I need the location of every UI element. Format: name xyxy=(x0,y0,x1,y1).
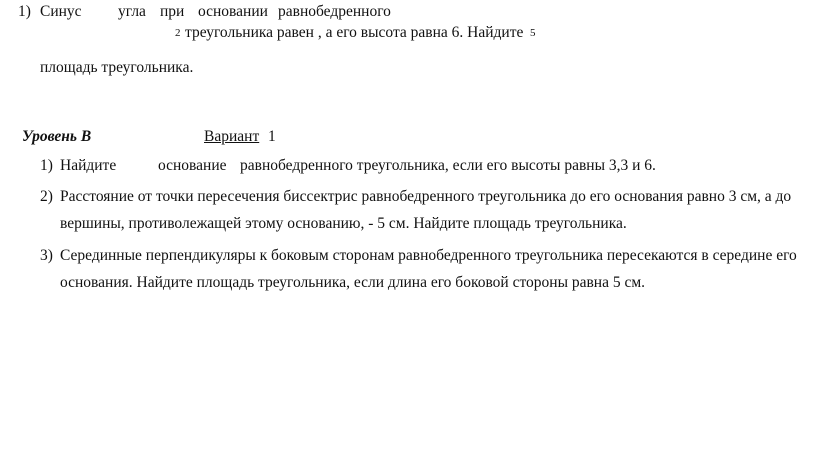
problem-top-word-3: при xyxy=(160,3,185,20)
problem-1-word-1: Найдите xyxy=(60,157,117,174)
problem-1-text: равнобедренного треугольника, если его высоты равны 3,3 и 6. xyxy=(240,157,656,174)
variant-label: Вариант xyxy=(204,128,260,145)
problem-top-word-5: равнобедренного xyxy=(278,3,391,20)
problem-2-line-1: Расстояние от точки пересечения биссектрис равнобедренного треугольника до его основания равно 3 см, а до xyxy=(60,188,792,205)
variant-number: 1 xyxy=(268,128,276,145)
problem-top-line-3: площадь треугольника. xyxy=(40,59,194,76)
problem-top-word-1: Синус xyxy=(40,3,82,20)
level-title: Уровень В xyxy=(22,128,92,145)
problem-2-number: 2) xyxy=(40,188,53,205)
problem-3-number: 3) xyxy=(40,247,53,264)
problem-3-line-1: Серединные перпендикуляры к боковым сторонам равнобедренного треугольника пересекаются в середине его xyxy=(60,247,797,264)
problem-2-line-2: вершины, противолежащей этому основанию, - 5 см. Найдите площадь треугольника. xyxy=(60,215,627,232)
problem-top-number: 1) xyxy=(18,3,31,20)
problem-top-word-4: основании xyxy=(198,3,268,20)
problem-top-line-2-end: 5 xyxy=(530,27,536,39)
problem-top-line-2: треугольника равен , а его высота равна 6. Найдите xyxy=(185,24,524,41)
problem-3-line-2: основания. Найдите площадь треугольника, если длина его боковой стороны равна 5 см. xyxy=(60,274,646,291)
problem-top-superscript: 2 xyxy=(175,27,181,39)
problem-1-word-2: основание xyxy=(158,157,227,174)
problem-1-number: 1) xyxy=(40,157,53,174)
problem-top-word-2: угла xyxy=(118,3,146,20)
